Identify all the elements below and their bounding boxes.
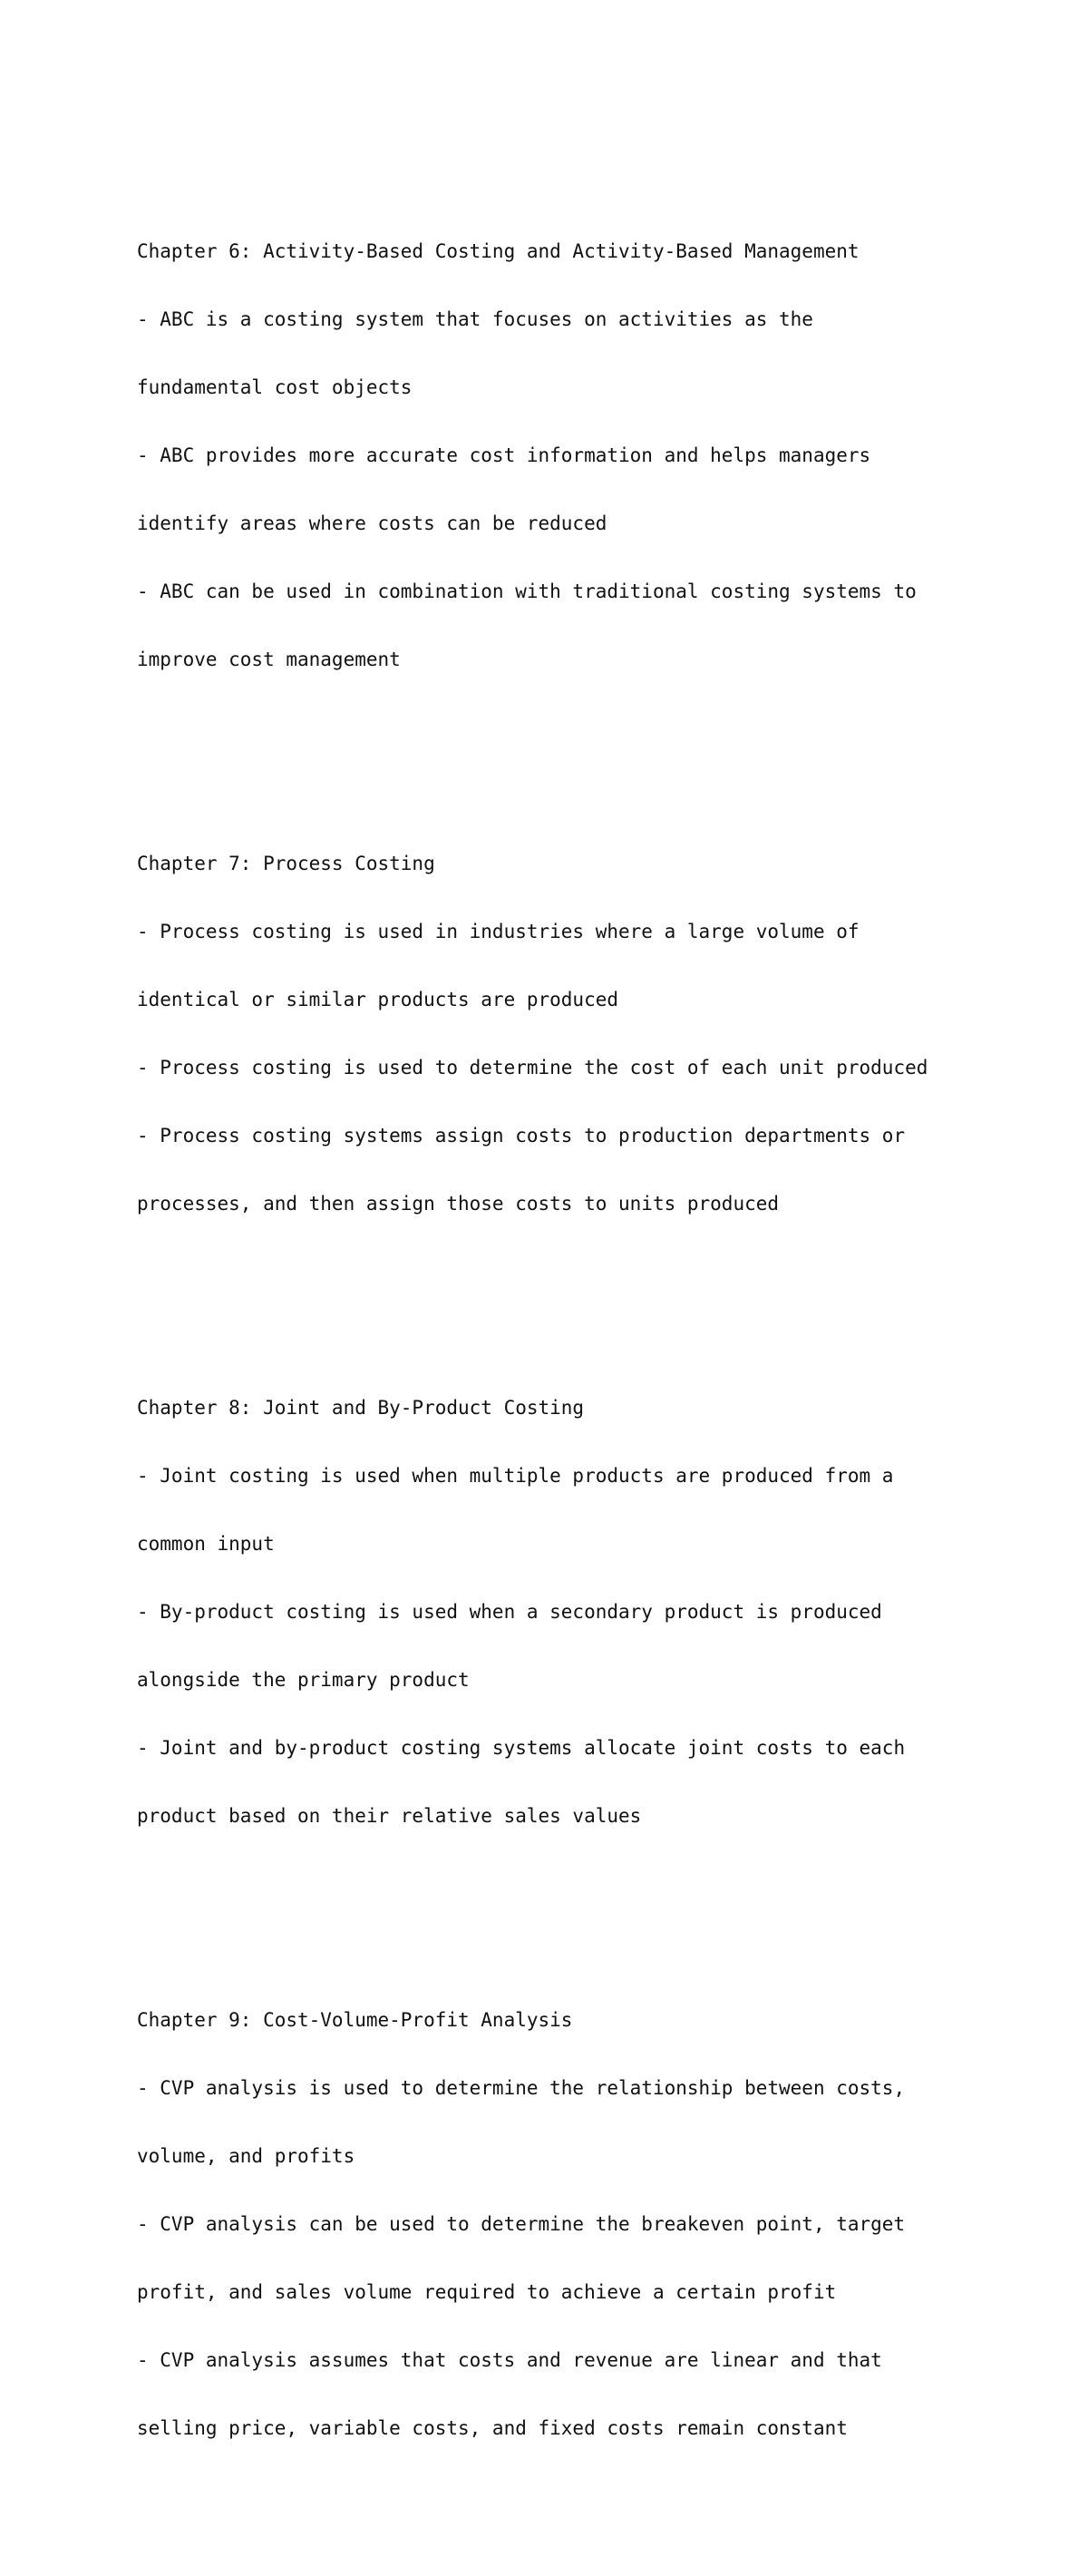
- section-line: - Process costing systems assign costs to production departments or: [137, 1125, 906, 1147]
- section-chapter-9: [137, 1964, 1044, 2485]
- section-line: improve cost management: [137, 649, 401, 670]
- section-heading: Chapter 7: Process Costing: [137, 853, 435, 874]
- section-line: - Process costing is used to determine the cost of each unit produced: [137, 1057, 928, 1078]
- section-line: selling price, variable costs, and fixed costs remain constant: [137, 2417, 848, 2439]
- section-line: - Joint and by-product costing systems allocate joint costs to each: [137, 1737, 906, 1759]
- section-line: - By-product costing is used when a secondary product is produced: [137, 1601, 882, 1623]
- section-line: - CVP analysis is used to determine the relationship between costs,: [137, 2077, 906, 2099]
- section-chapter-7: [137, 807, 1044, 1261]
- section-line: common input: [137, 1533, 275, 1555]
- section-line: identify areas where costs can be reduced: [137, 512, 607, 534]
- section-line: - Joint costing is used when multiple products are produced from a: [137, 1465, 894, 1487]
- section-line: profit, and sales volume required to achieve a certain profit: [137, 2281, 837, 2303]
- section-line: volume, and profits: [137, 2145, 355, 2167]
- section-chapter-6: [137, 195, 1044, 717]
- section-line: - CVP analysis assumes that costs and revenue are linear and that: [137, 2349, 882, 2371]
- section-heading: Chapter 6: Activity-Based Costing and Activity-Based Management: [137, 240, 860, 262]
- document-text: [137, 127, 1044, 2576]
- section-heading: Chapter 8: Joint and By-Product Costing: [137, 1397, 585, 1419]
- section-line: fundamental cost objects: [137, 376, 413, 398]
- section-line: - ABC is a costing system that focuses on activities as the: [137, 308, 813, 330]
- section-line: processes, and then assign those costs to units produced: [137, 1193, 780, 1215]
- section-line: - ABC provides more accurate cost information and helps managers: [137, 444, 871, 466]
- section-line: product based on their relative sales values: [137, 1805, 642, 1827]
- section-line: - Process costing is used in industries where a large volume of: [137, 921, 860, 942]
- section-line: alongside the primary product: [137, 1669, 470, 1691]
- section-heading: Chapter 9: Cost-Volume-Profit Analysis: [137, 2009, 573, 2031]
- section-chapter-8: [137, 1351, 1044, 1873]
- section-line: identical or similar products are produced: [137, 989, 619, 1010]
- section-line: - CVP analysis can be used to determine the breakeven point, target: [137, 2213, 906, 2235]
- section-line: - ABC can be used in combination with traditional costing systems to: [137, 581, 917, 602]
